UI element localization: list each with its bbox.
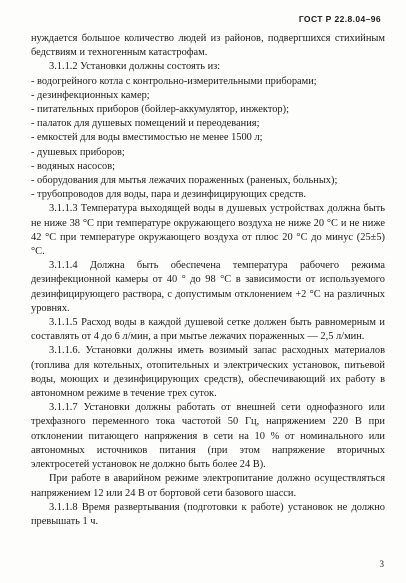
paragraph-intro: нуждается большое количество людей из районов, подвергшихся стихийным бедствиям и техногенным катастрофам. <box>31 33 385 59</box>
paragraph-3-1-1-5: 3.1.1.5 Расход воды в каждой душевой сетке должен быть равномерным и составлять от 4 до 6 л/мин, а при мытье лежачих пораженных — 2,5 л/мин. <box>31 317 385 343</box>
page-number: 3 <box>379 559 384 569</box>
paragraph-3-1-1-3: 3.1.1.3 Температура выходящей воды в душевых устройствах должна быть не ниже 38 °С при температуре окружающего воздуха не ниже 20 °С и не ниже 42 °С при температуре окружающего воздуха от плюс 20 °С до минус (25±5) °С. <box>31 203 385 258</box>
paragraph-3-1-1-4: 3.1.1.4 Должна быть обеспечена температура рабочего режима дезинфекционной камеры от 40 ° до 98 °С в зависимости от используемого дезинфицирующего раствора, с допустимым отклонением +2 °С на различных уровнях. <box>31 260 385 314</box>
document-body <box>31 32 385 529</box>
paragraph-3-1-1-6: 3.1.1.6. Установки должны иметь возимый запас расходных материалов (топлива для котельных, отопительных и электрических установок, питьевой воды, моющих и дезинфицирующих средств), обеспечивающий их работу в автономном режиме в течение трех суток. <box>31 345 385 400</box>
paragraph-3-1-1-7: 3.1.1.7 Установки должны работать от внешней сети однофазного или трехфазного переменного тока частотой 50 Гц, напряжением 220 В при отклонении питающего напряжения в сети на 10 % от номинального или автономных источников питания (при этом напряжение вторичных электросетей установок не должно быть более 24 В). <box>31 402 385 471</box>
list-item-tents: - палаток для душевых помещений и переодевания; <box>31 118 260 130</box>
paragraph-emergency-power: При работе в аварийном режиме электропитание должно осуществляться напряжением 12 или 24 В от бортовой сети базового шасси. <box>31 473 385 499</box>
list-item-water-pumps: - водяных насосов; <box>31 160 116 172</box>
list-item-water-tanks: - емкостей для воды вместимостью не менее 1500 л; <box>31 132 263 144</box>
list-item-shower-devices: - душевых приборов; <box>31 146 125 158</box>
list-item-washing-equipment: - оборудования для мытья лежачих пораженных (раненых, больных); <box>31 175 338 187</box>
list-item-boiler: - водогрейного котла с контрольно-измерительными приборами; <box>31 75 317 87</box>
paragraph-3-1-1-8: 3.1.1.8 Время развертывания (подготовки к работе) установок не должно превышать 1 ч. <box>31 501 385 527</box>
list-item-feed-devices: - питательных приборов (бойлер-аккумулятор, инжектор); <box>31 104 289 116</box>
standard-code-header: ГОСТ Р 22.8.04–96 <box>298 14 381 24</box>
paragraph-3-1-1-2: 3.1.1.2 Установки должны состоять из: <box>49 61 221 73</box>
list-item-pipelines: - трубопроводов для воды, пара и дезинфицирующих средств. <box>31 189 307 201</box>
list-item-disinfection-chambers: - дезинфекционных камер; <box>31 89 150 101</box>
